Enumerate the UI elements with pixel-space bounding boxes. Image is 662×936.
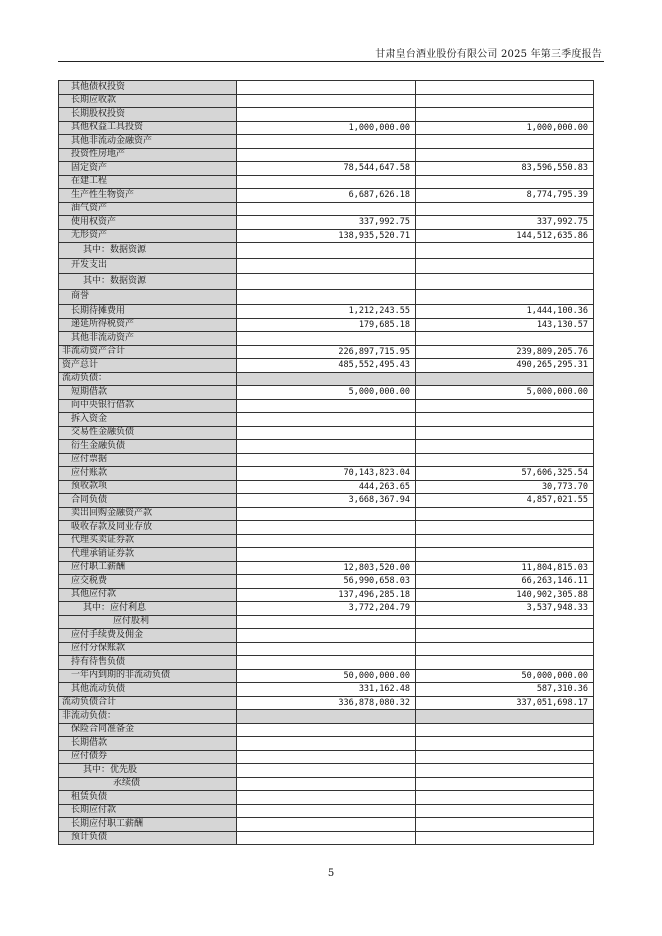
report-header: 甘肃皇台酒业股份有限公司 2025 年第三季度报告 bbox=[375, 49, 602, 60]
previous-period-value bbox=[416, 750, 594, 764]
table-row bbox=[59, 656, 594, 670]
row-label: 油气资产 bbox=[59, 202, 237, 216]
row-label: 固定资产 bbox=[59, 162, 237, 176]
row-label: 拆入资金 bbox=[59, 413, 237, 427]
previous-period-value: 8,774,795.39 bbox=[416, 189, 594, 203]
previous-period-value bbox=[416, 548, 594, 562]
table-row bbox=[59, 467, 594, 481]
row-label: 永续债 bbox=[59, 777, 237, 791]
current-period-value bbox=[237, 258, 416, 274]
row-label: 流动负债合计 bbox=[59, 696, 237, 710]
table-row bbox=[59, 642, 594, 656]
row-label: 合同负债 bbox=[59, 494, 237, 508]
current-period-value bbox=[237, 202, 416, 216]
current-period-value: 5,000,000.00 bbox=[237, 386, 416, 400]
table-row bbox=[59, 710, 594, 724]
previous-period-value bbox=[416, 148, 594, 162]
row-label: 一年内到期的非流动负债 bbox=[59, 669, 237, 683]
table-row bbox=[59, 399, 594, 413]
previous-period-value: 5,000,000.00 bbox=[416, 386, 594, 400]
current-period-value: 12,803,520.00 bbox=[237, 561, 416, 575]
table-row bbox=[59, 629, 594, 643]
row-label: 其他债权投资 bbox=[59, 81, 237, 95]
row-label: 长期借款 bbox=[59, 737, 237, 751]
previous-period-value: 66,263,146.11 bbox=[416, 575, 594, 589]
row-label: 应付分保账款 bbox=[59, 642, 237, 656]
previous-period-value bbox=[416, 831, 594, 845]
current-period-value bbox=[237, 135, 416, 149]
current-period-value bbox=[237, 642, 416, 656]
table-row bbox=[59, 440, 594, 454]
current-period-value bbox=[237, 737, 416, 751]
table-row bbox=[59, 521, 594, 535]
previous-period-value: 144,512,635.86 bbox=[416, 229, 594, 243]
current-period-value bbox=[237, 148, 416, 162]
row-label: 应付债券 bbox=[59, 750, 237, 764]
previous-period-value bbox=[416, 372, 594, 386]
table-row bbox=[59, 480, 594, 494]
row-label: 流动负债： bbox=[59, 372, 237, 386]
row-label: 资产总计 bbox=[59, 359, 237, 373]
row-label: 长期应付款 bbox=[59, 804, 237, 818]
table-row bbox=[59, 305, 594, 319]
previous-period-value bbox=[416, 108, 594, 122]
table-row bbox=[59, 696, 594, 710]
table-row bbox=[59, 413, 594, 427]
table-row bbox=[59, 683, 594, 697]
row-label: 向中央银行借款 bbox=[59, 399, 237, 413]
previous-period-value bbox=[416, 791, 594, 805]
current-period-value bbox=[237, 94, 416, 108]
previous-period-value bbox=[416, 332, 594, 346]
current-period-value bbox=[237, 453, 416, 467]
row-label: 长期待摊费用 bbox=[59, 305, 237, 319]
table-row bbox=[59, 229, 594, 243]
previous-period-value: 83,596,550.83 bbox=[416, 162, 594, 176]
row-label: 其他流动负债 bbox=[59, 683, 237, 697]
current-period-value bbox=[237, 615, 416, 629]
row-label: 在建工程 bbox=[59, 175, 237, 189]
previous-period-value: 490,265,295.31 bbox=[416, 359, 594, 373]
table-row bbox=[59, 737, 594, 751]
previous-period-value: 143,130.57 bbox=[416, 318, 594, 332]
current-period-value bbox=[237, 818, 416, 832]
table-row bbox=[59, 615, 594, 629]
previous-period-value bbox=[416, 175, 594, 189]
row-label: 应付职工薪酬 bbox=[59, 561, 237, 575]
row-label: 长期应付职工薪酬 bbox=[59, 818, 237, 832]
current-period-value: 50,000,000.00 bbox=[237, 669, 416, 683]
table-row bbox=[59, 494, 594, 508]
previous-period-value bbox=[416, 274, 594, 290]
row-label: 商誉 bbox=[59, 289, 237, 305]
table-row bbox=[59, 791, 594, 805]
row-label: 使用权资产 bbox=[59, 216, 237, 230]
current-period-value bbox=[237, 777, 416, 791]
table-row bbox=[59, 318, 594, 332]
previous-period-value bbox=[416, 615, 594, 629]
current-period-value bbox=[237, 81, 416, 95]
row-label: 预计负债 bbox=[59, 831, 237, 845]
current-period-value bbox=[237, 175, 416, 189]
current-period-value bbox=[237, 108, 416, 122]
current-period-value: 78,544,647.58 bbox=[237, 162, 416, 176]
row-label: 其中：数据资源 bbox=[59, 274, 237, 290]
row-label: 衍生金融负债 bbox=[59, 440, 237, 454]
previous-period-value: 1,444,100.36 bbox=[416, 305, 594, 319]
previous-period-value bbox=[416, 258, 594, 274]
current-period-value: 3,772,204.79 bbox=[237, 602, 416, 616]
table-row bbox=[59, 804, 594, 818]
previous-period-value bbox=[416, 818, 594, 832]
current-period-value: 226,897,715.95 bbox=[237, 345, 416, 359]
table-row bbox=[59, 548, 594, 562]
previous-period-value: 337,051,698.17 bbox=[416, 696, 594, 710]
current-period-value bbox=[237, 791, 416, 805]
current-period-value bbox=[237, 548, 416, 562]
previous-period-value bbox=[416, 521, 594, 535]
row-label: 非流动负债： bbox=[59, 710, 237, 724]
table-row bbox=[59, 372, 594, 386]
header-rule bbox=[58, 61, 604, 62]
table-row bbox=[59, 831, 594, 845]
row-label: 应付票据 bbox=[59, 453, 237, 467]
row-label: 代理承销证券款 bbox=[59, 548, 237, 562]
row-label: 代理买卖证券款 bbox=[59, 534, 237, 548]
row-label: 其他非流动资产 bbox=[59, 332, 237, 346]
table-row bbox=[59, 108, 594, 122]
previous-period-value bbox=[416, 440, 594, 454]
row-label: 非流动资产合计 bbox=[59, 345, 237, 359]
row-label: 预收款项 bbox=[59, 480, 237, 494]
current-period-value bbox=[237, 656, 416, 670]
table-row bbox=[59, 602, 594, 616]
row-label: 应付账款 bbox=[59, 467, 237, 481]
row-label: 持有待售负债 bbox=[59, 656, 237, 670]
table-row bbox=[59, 121, 594, 135]
row-label: 租赁负债 bbox=[59, 791, 237, 805]
row-label: 无形资产 bbox=[59, 229, 237, 243]
table-row bbox=[59, 135, 594, 149]
current-period-value bbox=[237, 750, 416, 764]
current-period-value bbox=[237, 399, 416, 413]
previous-period-value bbox=[416, 629, 594, 643]
row-label: 应交税费 bbox=[59, 575, 237, 589]
table-row bbox=[59, 750, 594, 764]
current-period-value bbox=[237, 413, 416, 427]
previous-period-value bbox=[416, 777, 594, 791]
balance-sheet-table bbox=[58, 80, 594, 845]
current-period-value bbox=[237, 243, 416, 259]
row-label: 其中：数据资源 bbox=[59, 243, 237, 259]
previous-period-value bbox=[416, 135, 594, 149]
table-row bbox=[59, 148, 594, 162]
current-period-value bbox=[237, 723, 416, 737]
previous-period-value bbox=[416, 243, 594, 259]
current-period-value bbox=[237, 521, 416, 535]
row-label: 开发支出 bbox=[59, 258, 237, 274]
previous-period-value bbox=[416, 413, 594, 427]
table-row bbox=[59, 561, 594, 575]
previous-period-value bbox=[416, 399, 594, 413]
previous-period-value bbox=[416, 202, 594, 216]
current-period-value bbox=[237, 764, 416, 778]
table-row bbox=[59, 588, 594, 602]
current-period-value: 337,992.75 bbox=[237, 216, 416, 230]
table-row bbox=[59, 359, 594, 373]
row-label: 短期借款 bbox=[59, 386, 237, 400]
table-row bbox=[59, 764, 594, 778]
row-label: 其中：应付利息 bbox=[59, 602, 237, 616]
table-row bbox=[59, 258, 594, 274]
previous-period-value bbox=[416, 804, 594, 818]
table-row bbox=[59, 777, 594, 791]
row-label: 长期应收款 bbox=[59, 94, 237, 108]
table-row bbox=[59, 723, 594, 737]
previous-period-value bbox=[416, 426, 594, 440]
table-row bbox=[59, 81, 594, 95]
previous-period-value bbox=[416, 737, 594, 751]
previous-period-value bbox=[416, 710, 594, 724]
row-label: 应付手续费及佣金 bbox=[59, 629, 237, 643]
table-row bbox=[59, 216, 594, 230]
current-period-value bbox=[237, 426, 416, 440]
previous-period-value: 239,809,205.76 bbox=[416, 345, 594, 359]
table-row bbox=[59, 274, 594, 290]
page-number: 5 bbox=[327, 868, 335, 879]
current-period-value bbox=[237, 534, 416, 548]
current-period-value bbox=[237, 804, 416, 818]
current-period-value bbox=[237, 372, 416, 386]
previous-period-value bbox=[416, 642, 594, 656]
previous-period-value: 140,902,305.88 bbox=[416, 588, 594, 602]
current-period-value: 1,212,243.55 bbox=[237, 305, 416, 319]
table-row bbox=[59, 453, 594, 467]
table-row bbox=[59, 345, 594, 359]
previous-period-value bbox=[416, 289, 594, 305]
current-period-value: 70,143,823.04 bbox=[237, 467, 416, 481]
previous-period-value bbox=[416, 94, 594, 108]
current-period-value bbox=[237, 710, 416, 724]
table-row bbox=[59, 534, 594, 548]
table-row bbox=[59, 202, 594, 216]
current-period-value bbox=[237, 831, 416, 845]
previous-period-value: 3,537,948.33 bbox=[416, 602, 594, 616]
table-row bbox=[59, 669, 594, 683]
row-label: 递延所得税资产 bbox=[59, 318, 237, 332]
table-row bbox=[59, 332, 594, 346]
table-row bbox=[59, 426, 594, 440]
row-label: 交易性金融负债 bbox=[59, 426, 237, 440]
previous-period-value bbox=[416, 764, 594, 778]
row-label: 其他应付款 bbox=[59, 588, 237, 602]
table-row bbox=[59, 507, 594, 521]
previous-period-value bbox=[416, 453, 594, 467]
previous-period-value: 50,000,000.00 bbox=[416, 669, 594, 683]
row-label: 其他权益工具投资 bbox=[59, 121, 237, 135]
row-label: 吸收存款及同业存放 bbox=[59, 521, 237, 535]
table-row bbox=[59, 94, 594, 108]
row-label: 卖出回购金融资产款 bbox=[59, 507, 237, 521]
current-period-value bbox=[237, 629, 416, 643]
previous-period-value: 587,310.36 bbox=[416, 683, 594, 697]
row-label: 投资性房地产 bbox=[59, 148, 237, 162]
row-label: 长期股权投资 bbox=[59, 108, 237, 122]
table-row bbox=[59, 818, 594, 832]
previous-period-value: 337,992.75 bbox=[416, 216, 594, 230]
row-label: 应付股利 bbox=[59, 615, 237, 629]
current-period-value: 485,552,495.43 bbox=[237, 359, 416, 373]
current-period-value bbox=[237, 440, 416, 454]
previous-period-value: 30,773.70 bbox=[416, 480, 594, 494]
current-period-value: 179,685.18 bbox=[237, 318, 416, 332]
current-period-value: 331,162.48 bbox=[237, 683, 416, 697]
table-row bbox=[59, 575, 594, 589]
current-period-value: 3,668,367.94 bbox=[237, 494, 416, 508]
row-label: 其中：优先股 bbox=[59, 764, 237, 778]
current-period-value: 336,878,080.32 bbox=[237, 696, 416, 710]
current-period-value: 6,687,626.18 bbox=[237, 189, 416, 203]
current-period-value: 1,000,000.00 bbox=[237, 121, 416, 135]
current-period-value bbox=[237, 289, 416, 305]
current-period-value: 138,935,520.71 bbox=[237, 229, 416, 243]
current-period-value bbox=[237, 507, 416, 521]
table-row bbox=[59, 162, 594, 176]
table-row bbox=[59, 243, 594, 259]
previous-period-value bbox=[416, 81, 594, 95]
current-period-value: 137,496,285.18 bbox=[237, 588, 416, 602]
table-row bbox=[59, 189, 594, 203]
row-label: 生产性生物资产 bbox=[59, 189, 237, 203]
previous-period-value: 11,804,815.03 bbox=[416, 561, 594, 575]
table-row bbox=[59, 289, 594, 305]
balance-sheet-body bbox=[59, 81, 594, 845]
current-period-value bbox=[237, 332, 416, 346]
current-period-value: 56,990,658.03 bbox=[237, 575, 416, 589]
previous-period-value bbox=[416, 656, 594, 670]
previous-period-value bbox=[416, 723, 594, 737]
previous-period-value: 1,000,000.00 bbox=[416, 121, 594, 135]
table-row bbox=[59, 175, 594, 189]
row-label: 保险合同准备金 bbox=[59, 723, 237, 737]
current-period-value bbox=[237, 274, 416, 290]
table-row bbox=[59, 386, 594, 400]
previous-period-value: 57,606,325.54 bbox=[416, 467, 594, 481]
previous-period-value bbox=[416, 507, 594, 521]
current-period-value: 444,263.65 bbox=[237, 480, 416, 494]
previous-period-value bbox=[416, 534, 594, 548]
row-label: 其他非流动金融资产 bbox=[59, 135, 237, 149]
previous-period-value: 4,857,021.55 bbox=[416, 494, 594, 508]
